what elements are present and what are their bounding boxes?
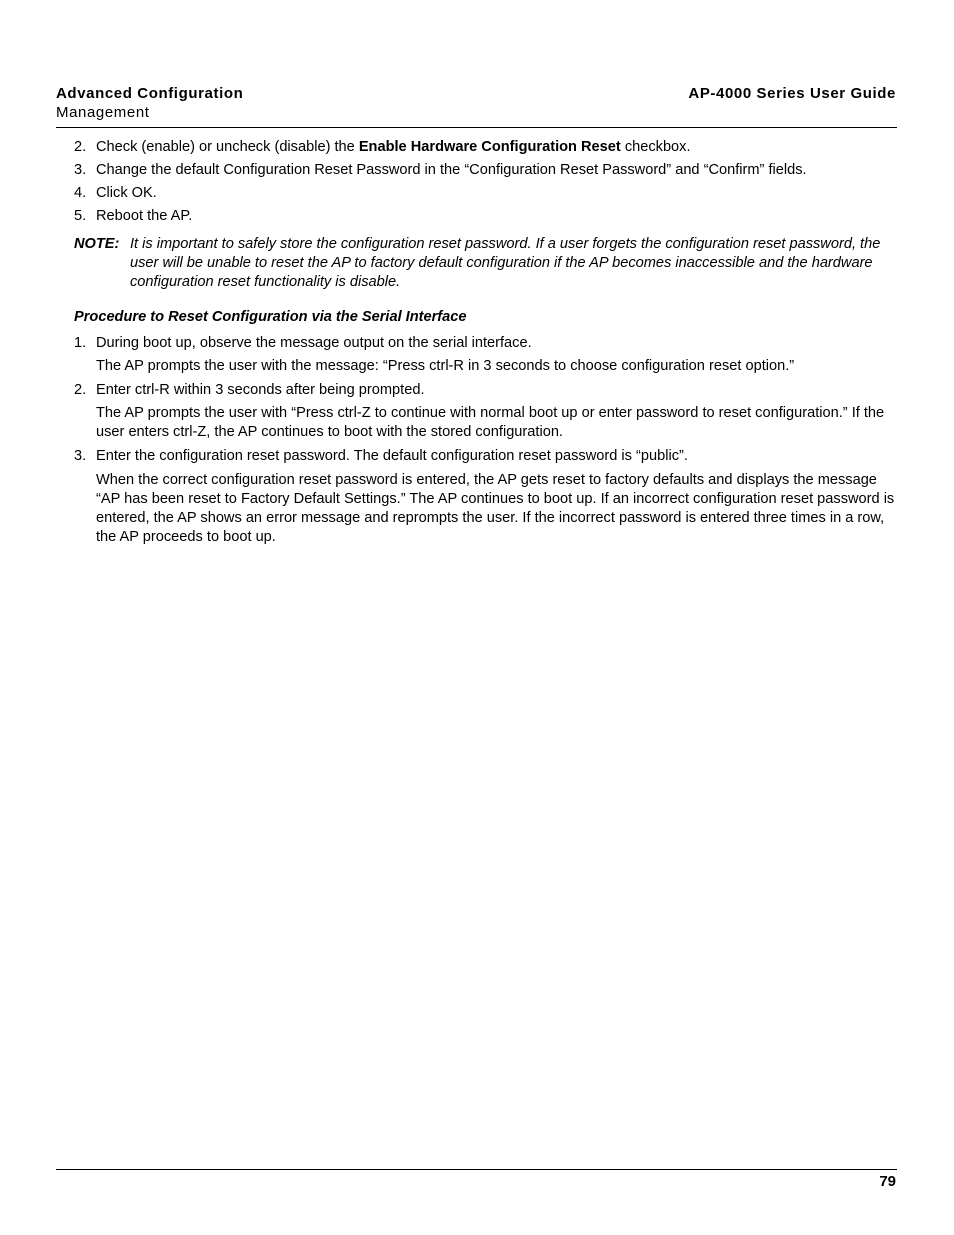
list-text: Reboot the AP. — [96, 208, 193, 224]
step-list-b — [74, 334, 900, 547]
list-text: Enter ctrl-R within 3 seconds after being prompted. — [96, 382, 425, 398]
list-item — [74, 447, 900, 466]
list-number: 3. — [74, 162, 87, 178]
list-item — [74, 207, 900, 226]
list-number: 1. — [74, 335, 87, 351]
list-item — [74, 138, 900, 157]
page-number: 79 — [879, 1173, 896, 1190]
step-detail: The AP prompts the user with “Press ctrl-Z to continue with normal boot up or enter password to reset configuration.” If the user enters ctrl-Z, the AP continues to boot with the stored configuration. — [96, 405, 885, 440]
list-number: 4. — [74, 185, 87, 201]
step-list-a — [74, 138, 900, 226]
footer-rule — [56, 1169, 897, 1170]
list-text: Check (enable) or uncheck (disable) the — [96, 139, 359, 155]
list-number: 5. — [74, 208, 87, 224]
page-header — [56, 84, 896, 122]
header-rule — [56, 127, 897, 128]
note-block — [74, 235, 900, 292]
list-number: 3. — [74, 448, 87, 464]
list-text: Change the default Configuration Reset Password in the “Configuration Reset Password” and “Confirm” fields. — [96, 162, 807, 178]
list-text: During boot up, observe the message output on the serial interface. — [96, 335, 532, 351]
list-text: Enter the configuration reset password. The default configuration reset password is “public”. — [96, 448, 688, 464]
page-content — [74, 138, 900, 547]
section-title: Advanced Configuration — [56, 85, 244, 102]
step-detail: When the correct configuration reset password is entered, the AP gets reset to factory defaults and displays the message “AP has been reset to Factory Default Settings.” The AP continues to boot up. If an incorrect configuration reset password is entered, the AP shows an error message and reprompts the user. If the incorrect password is entered three times in a row, the AP proceeds to boot up. — [96, 472, 895, 545]
list-item — [74, 184, 900, 203]
guide-title: AP-4000 Series User Guide — [688, 85, 896, 102]
list-bold-text: Enable Hardware Configuration Reset — [358, 139, 621, 155]
list-item — [74, 334, 900, 353]
list-text: Click OK. — [96, 185, 157, 201]
list-text: checkbox. — [620, 139, 691, 155]
list-number: 2. — [74, 139, 87, 155]
note-text: It is important to safely store the configuration reset password. If a user forgets the configuration reset password, the user will be unable to reset the AP to factory default configuration if the AP becomes inaccessible and the hardware configuration reset functionality is disable. — [130, 236, 881, 290]
note-label: NOTE: — [74, 236, 120, 252]
subsection-title: Management — [56, 104, 150, 121]
step-detail: The AP prompts the user with the message: “Press ctrl-R in 3 seconds to choose configuration reset option.” — [96, 358, 795, 374]
list-item — [74, 161, 900, 180]
procedure-heading: Procedure to Reset Configuration via the Serial Interface — [74, 309, 467, 325]
list-item — [74, 381, 900, 400]
list-number: 2. — [74, 382, 87, 398]
